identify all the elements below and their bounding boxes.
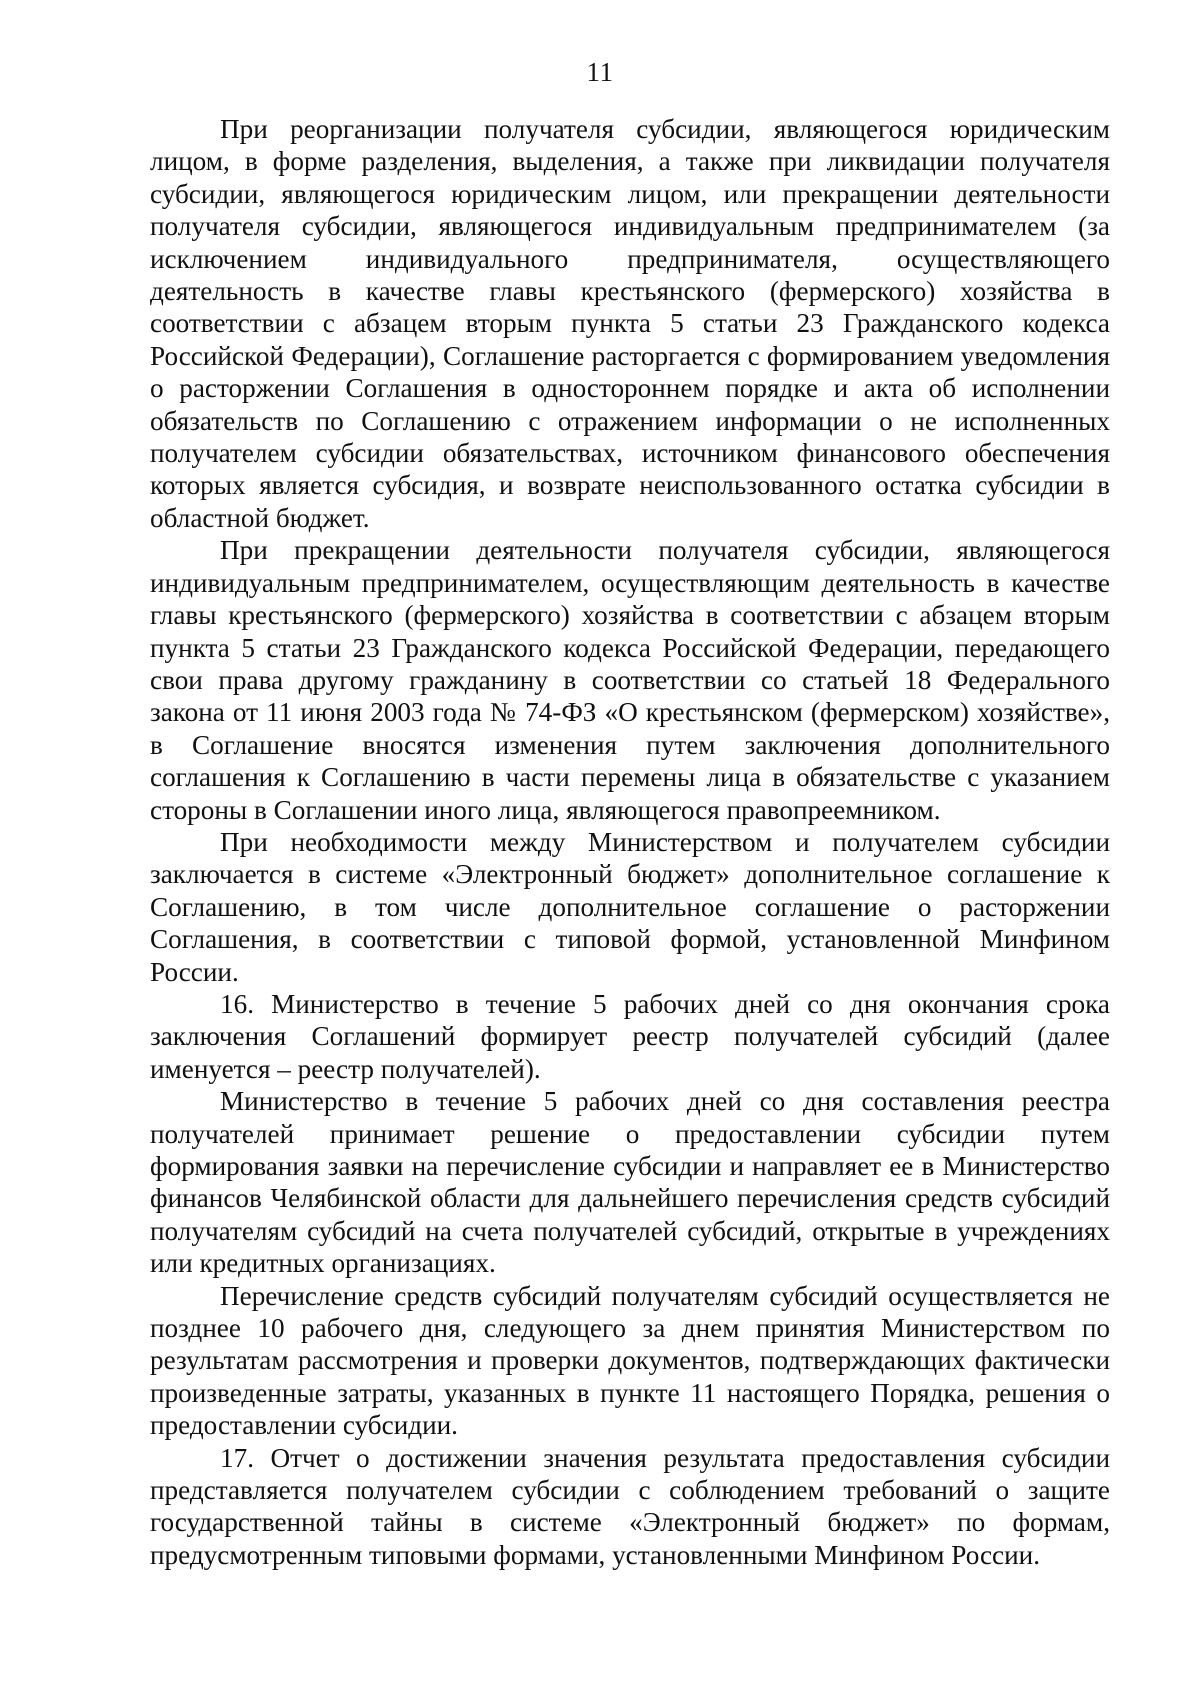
- paragraph-item-16: 16. Министерство в течение 5 рабочих дней со дня окончания срока заключения Соглашений формирует реестр получателей субсидий (далее именуется – реестр получателей).: [150, 988, 1110, 1084]
- page-number: 11: [586, 57, 614, 87]
- paragraph-transfer: Перечисление средств субсидий получателям субсидий осуществляется не позднее 10 рабочего дня, следующего за днем принятия Министерством по результатам рассмотрения и проверки документов, подтверждающих фактически произведенные затраты, указанных в пункте 11 настоящего Порядка, решения о предоставлении субсидии.: [150, 1280, 1110, 1441]
- paragraph-item-17: 17. Отчет о достижении значения результата предоставления субсидии представляется получателем субсидии с соблюдением требований о защите государственной тайны в системе «Электронный бюджет» по формам, предусмотренным типовыми формами, установленными Минфином России.: [150, 1442, 1110, 1570]
- paragraph-reorganization: При реорганизации получателя субсидии, являющегося юридическим лицом, в форме разделения, выделения, а также при ликвидации получателя субсидии, являющегося юридическим лицом, или прекращении деятельности получателя субсидии, являющегося индивидуальным предпринимателем (за исключением индивидуального предпринимателя, осуществляющего деятельность в качестве главы крестьянского (фермерского) хозяйства в соответствии с абзацем вторым пункта 5 статьи 23 Гражданского кодекса Российской Федерации), Соглашение расторгается с формированием уведомления о расторжении Соглашения в одностороннем порядке и акта об исполнении обязательств по Соглашению с отражением информации о не исполненных получателем субсидии обязательствах, источником финансового обеспечения которых является субсидия, и возврате неиспользованного остатка субсидии в областной бюджет.: [150, 114, 1110, 533]
- paragraph-additional-agreement: При необходимости между Министерством и получателем субсидии заключается в системе «Электронный бюджет» дополнительное соглашение к Соглашению, в том числе дополнительное соглашение о расторжении Соглашения, в соответствии с типовой формой, установленной Минфином России.: [150, 826, 1110, 987]
- paragraph-decision: Министерство в течение 5 рабочих дней со дня составления реестра получателей принимает решение о предоставлении субсидии путем формирования заявки на перечисление субсидии и направляет ее в Министерство финансов Челябинской области для дальнейшего перечисления средств субсидий получателям субсидий на счета получателей субсидий, открытые в учреждениях или кредитных организациях.: [150, 1086, 1110, 1279]
- paragraph-termination-farm: При прекращении деятельности получателя субсидии, являющегося индивидуальным предпринимателем, осуществляющим деятельность в качестве главы крестьянского (фермерского) хозяйства в соответствии с абзацем вторым пункта 5 статьи 23 Гражданского кодекса Российской Федерации, передающего свои права другому гражданину в соответствии со статьей 18 Федерального закона от 11 июня 2003 года № 74-ФЗ «О крестьянском (фермерском) хозяйстве», в Соглашение вносятся изменения путем заключения дополнительного соглашения к Соглашению в части перемены лица в обязательстве с указанием стороны в Соглашении иного лица, являющегося правопреемником.: [150, 535, 1110, 825]
- document-body: [150, 113, 1110, 1571]
